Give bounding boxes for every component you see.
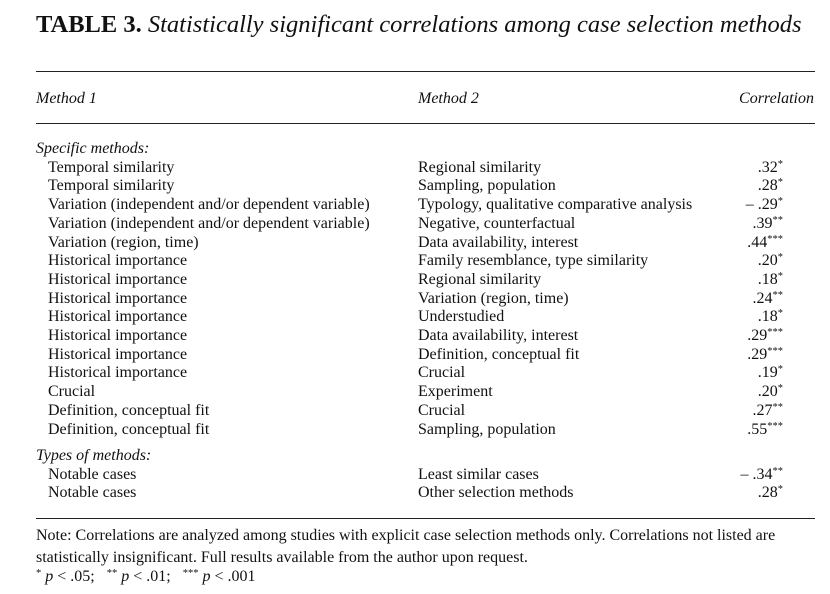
table-row: [0, 327, 830, 346]
method1-cell: Notable cases: [48, 465, 137, 483]
method1-cell: Definition, conceptual fit: [48, 401, 210, 419]
significance-stars: *: [777, 484, 783, 496]
significance-stars: ***: [767, 345, 783, 357]
method1-cell: Crucial: [48, 383, 96, 401]
significance-item: [36, 568, 95, 585]
correlation-value: .24: [752, 289, 773, 307]
method1-cell: Historical importance: [48, 364, 188, 382]
correlation-cell: [758, 383, 783, 402]
correlation-value: .20: [757, 252, 778, 270]
correlation-value: .19: [757, 364, 778, 382]
header-method1: Method 1: [36, 90, 97, 107]
correlation-cell: [747, 234, 783, 253]
table-row: [0, 252, 830, 271]
correlation-cell: [753, 290, 784, 309]
significance-stars: ***: [767, 233, 783, 245]
significance-stars: *: [777, 364, 783, 376]
table-row: [0, 271, 830, 290]
table-row: [0, 346, 830, 365]
table-number: TABLE 3.: [36, 11, 142, 38]
method2-cell: Negative, counterfactual: [418, 214, 576, 232]
method1-cell: Variation (region, time): [48, 233, 199, 251]
correlation-cell: [747, 327, 783, 346]
table-caption: Statistically significant correlations among case selection methods: [147, 11, 802, 38]
method2-cell: Least similar cases: [418, 465, 539, 483]
significance-stars: *: [777, 270, 783, 282]
sig-threshold: < .01;: [129, 568, 171, 585]
significance-stars: **: [772, 214, 783, 226]
method2-cell: Variation (region, time): [418, 289, 569, 307]
method1-cell: Notable cases: [48, 484, 137, 502]
method2-cell: Other selection methods: [418, 484, 574, 502]
method2-cell: Typology, qualitative comparative analysis: [418, 196, 693, 214]
significance-legend: [36, 568, 255, 586]
method1-cell: Variation (independent and/or dependent variable): [48, 214, 370, 232]
method1-cell: Variation (independent and/or dependent variable): [48, 196, 370, 214]
correlation-value: .32: [757, 158, 778, 176]
correlation-cell: [758, 364, 783, 383]
table-row: [0, 484, 830, 503]
method1-cell: Definition, conceptual fit: [48, 420, 210, 438]
table-row: [0, 215, 830, 234]
header-correlation: Correlation: [739, 90, 814, 107]
method2-cell: Regional similarity: [418, 158, 542, 176]
method1-cell: Temporal similarity: [48, 177, 175, 195]
method2-cell: Experiment: [418, 383, 493, 401]
significance-stars: *: [777, 196, 783, 208]
correlation-cell: [758, 177, 783, 196]
correlation-cell: [747, 421, 783, 440]
significance-stars: **: [772, 289, 783, 301]
table-row: [0, 308, 830, 327]
method2-cell: Crucial: [418, 364, 466, 382]
correlation-value: .20: [757, 383, 778, 401]
correlation-value: .28: [757, 484, 778, 502]
method2-cell: Definition, conceptual fit: [418, 345, 580, 363]
section-label: Types of methods:: [36, 447, 152, 464]
correlation-value: – .29: [745, 196, 778, 214]
table-note: Note: Correlations are analyzed among studies with explicit case selection methods only. Correlations not listed are statistically insignificant. Full results available from the author upon request.: [36, 527, 776, 566]
method1-cell: Historical importance: [48, 270, 188, 288]
method2-cell: Data availability, interest: [418, 233, 579, 251]
correlation-cell: [758, 252, 783, 271]
section-label: Specific methods:: [36, 140, 150, 157]
significance-stars: **: [772, 465, 783, 477]
significance-stars: *: [777, 383, 783, 395]
header-rule: [36, 123, 815, 124]
sig-stars: **: [106, 568, 118, 579]
correlation-cell: [753, 402, 784, 421]
bottom-rule: [36, 518, 815, 519]
method1-cell: Historical importance: [48, 345, 188, 363]
correlation-value: .29: [747, 327, 768, 344]
sig-threshold: < .001: [210, 568, 256, 585]
correlation-cell: [747, 346, 783, 365]
table-row: [0, 421, 830, 440]
correlation-cell: [741, 466, 784, 485]
correlation-value: .28: [757, 177, 778, 195]
correlation-value: .44: [747, 233, 768, 251]
table-row: [0, 402, 830, 421]
significance-stars: **: [772, 401, 783, 413]
method1-cell: Temporal similarity: [48, 158, 175, 176]
correlation-value: .55: [747, 420, 768, 438]
correlation-cell: [746, 196, 783, 215]
method2-cell: Understudied: [418, 308, 505, 326]
correlation-value: .18: [757, 270, 778, 288]
significance-stars: ***: [767, 420, 783, 432]
significance-stars: *: [777, 252, 783, 264]
header-method2: Method 2: [418, 90, 479, 107]
method1-cell: Historical importance: [48, 252, 188, 270]
significance-item: [107, 568, 171, 585]
table-row: [0, 159, 830, 178]
correlation-value: .18: [757, 308, 778, 326]
correlation-cell: [753, 215, 784, 234]
table-row: [0, 364, 830, 383]
sig-p: p: [121, 568, 130, 585]
significance-stars: *: [777, 158, 783, 170]
correlation-value: .27: [752, 401, 773, 419]
table-title: [36, 11, 802, 39]
correlation-value: .39: [752, 214, 773, 232]
sig-threshold: < .05;: [53, 568, 95, 585]
table-row: [0, 290, 830, 309]
correlation-value: .29: [747, 345, 768, 363]
table-row: [0, 383, 830, 402]
correlation-value: – .34: [740, 465, 773, 483]
method1-cell: Historical importance: [48, 308, 188, 326]
method2-cell: Sampling, population: [418, 420, 556, 438]
significance-stars: *: [777, 308, 783, 320]
significance-stars: *: [777, 177, 783, 189]
table-row: [0, 196, 830, 215]
method2-cell: Crucial: [418, 401, 466, 419]
table-row: [0, 177, 830, 196]
correlation-cell: [758, 271, 783, 290]
method1-cell: Historical importance: [48, 289, 188, 307]
method2-cell: Sampling, population: [418, 177, 556, 195]
sig-stars: ***: [182, 568, 199, 579]
method2-cell: Regional similarity: [418, 270, 542, 288]
method2-cell: Data availability, interest: [418, 327, 579, 344]
sig-stars: *: [36, 568, 42, 579]
correlation-cell: [758, 159, 783, 178]
significance-item: [183, 568, 256, 585]
sig-p: p: [202, 568, 211, 585]
method1-cell: Historical importance: [48, 327, 188, 344]
sig-p: p: [45, 568, 54, 585]
method2-cell: Family resemblance, type similarity: [418, 252, 649, 270]
table-row: [0, 234, 830, 253]
significance-stars: ***: [767, 327, 783, 338]
correlation-cell: [758, 308, 783, 327]
top-rule: [36, 71, 815, 72]
table-row: [0, 466, 830, 485]
correlation-cell: [758, 484, 783, 503]
